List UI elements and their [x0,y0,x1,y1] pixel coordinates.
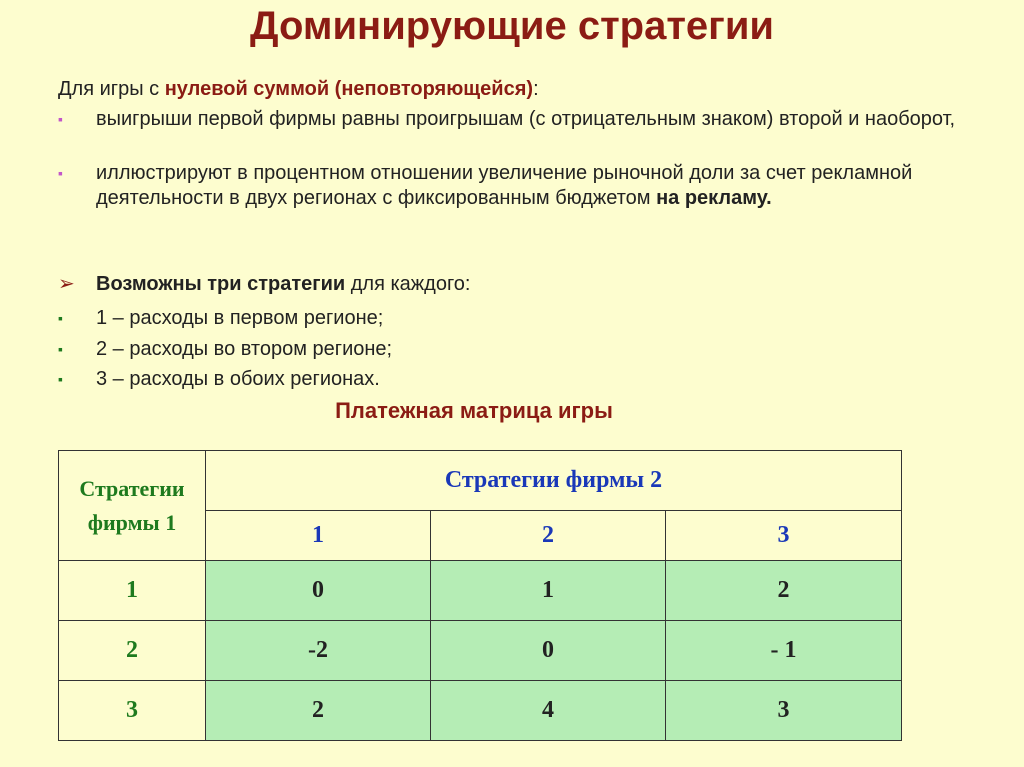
strategy-text: 1 – расходы в первом регионе; [96,307,384,329]
strategy-item-1 [58,306,988,331]
payoff-cell: 3 [666,681,902,741]
row-header-line2: фирмы 1 [87,509,177,535]
intro-line [58,77,539,101]
payoff-cell: 0 [206,561,431,621]
payoff-cell: - 1 [666,621,902,681]
strategies-intro-plain: для каждого: [345,273,471,295]
table-row [59,561,902,621]
bullet-illustrate [58,161,988,211]
strategy-item-2 [58,337,988,362]
intro-highlight: нулевой суммой (неповторяющейся) [164,78,534,100]
pink-square-bullet-icon: ▪ [58,165,63,181]
table-row [59,681,902,741]
pink-square-bullet-icon: ▪ [58,111,63,127]
bullet-payoffs [58,107,988,132]
payoff-cell: 0 [431,621,666,681]
payoff-cell: -2 [206,621,431,681]
row-label: 2 [59,621,206,681]
slide-title: Доминирующие стратегии [249,4,775,48]
strategy-text: 2 – расходы во втором регионе; [96,338,393,360]
intro-prefix: Для игры с [58,78,165,100]
green-square-bullet-icon: ▪ [58,371,63,387]
column-label: 1 [206,511,431,561]
bullet-text: выигрыши первой фирмы равны проигрышам (с отрицательным знаком) второй и наоборот, [96,108,956,130]
payoff-cell: 2 [666,561,902,621]
payoff-cell: 4 [431,681,666,741]
matrix-title: Платежная матрица игры [335,398,613,423]
column-header-cell: Стратегии фирмы 2 [206,451,902,511]
intro-suffix: : [533,78,539,100]
payoff-cell: 1 [431,561,666,621]
row-header-line1: Стратегии [79,475,185,501]
bullet-text-bold: на рекламу. [656,187,772,209]
green-square-bullet-icon: ▪ [58,341,63,357]
payoff-matrix [58,450,902,741]
row-header-cell [59,451,206,561]
column-label: 3 [666,511,902,561]
table-row [59,621,902,681]
strategies-intro-bold: Возможны три стратегии [96,273,346,295]
row-label: 1 [59,561,206,621]
payoff-cell: 2 [206,681,431,741]
bullet-text [96,161,988,211]
strategies-intro [58,272,988,297]
strategy-item-3 [58,367,988,392]
bullet-text-plain: иллюстрируют в процентном отношении увеличение рыночной доли за счет рекламной деятельности в двух регионах с фиксированным бюджетом [96,162,913,209]
column-label: 2 [431,511,666,561]
green-square-bullet-icon: ▪ [58,310,63,326]
row-label: 3 [59,681,206,741]
strategy-text: 3 – расходы в обоих регионах. [96,368,380,390]
arrow-bullet-icon: ➢ [58,273,75,295]
